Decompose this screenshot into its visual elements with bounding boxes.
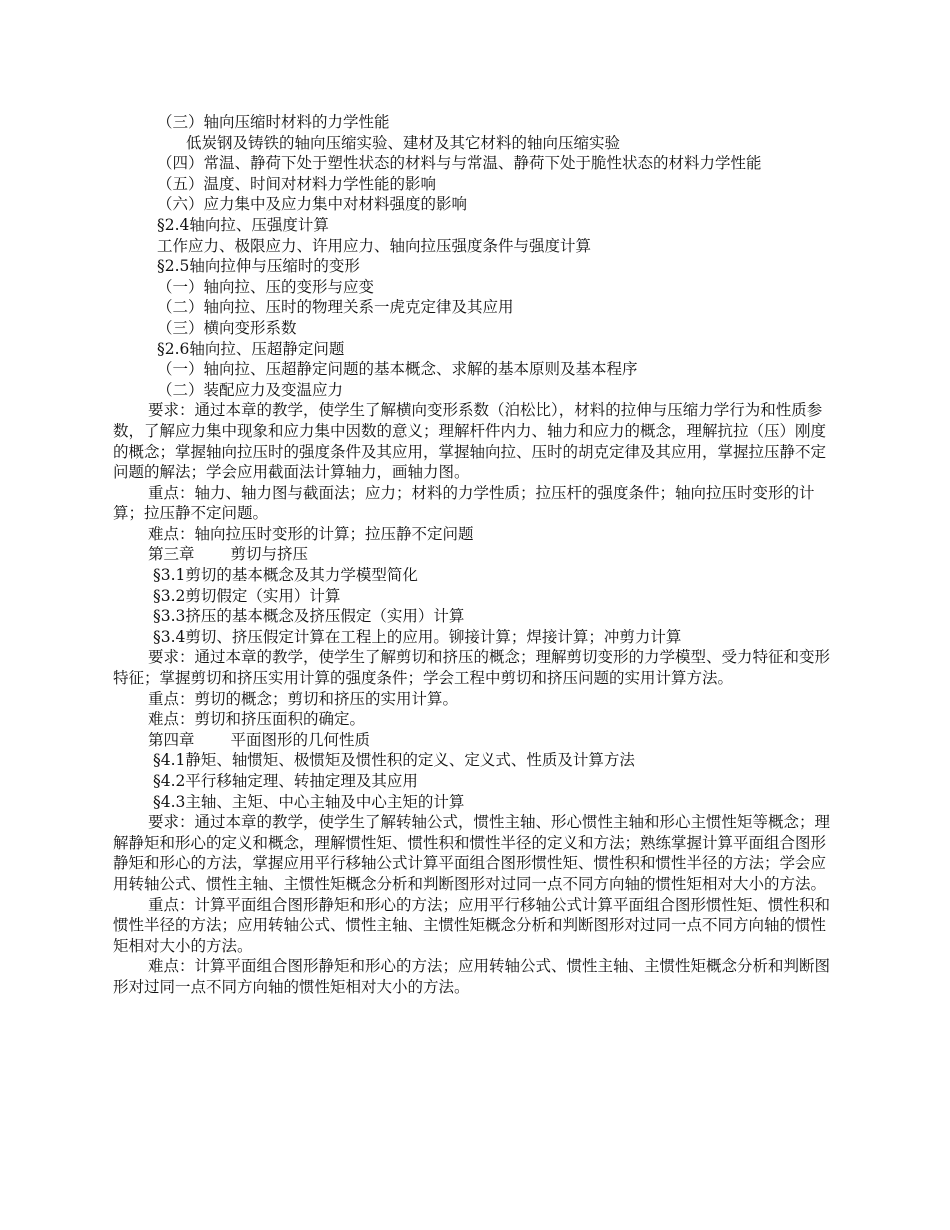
section-heading: §3.3挤压的基本概念及挤压假定（实用）计算 xyxy=(153,607,465,626)
text-line: （三）横向变形系数 xyxy=(157,318,297,337)
section-heading: §2.4轴向拉、压强度计算 xyxy=(157,215,329,234)
difficulties-paragraph: 难点：轴向拉压时变形的计算；拉压静不定问题 xyxy=(148,524,474,543)
section-heading: §3.2剪切假定（实用）计算 xyxy=(153,586,341,605)
text-line: （二）轴向拉、压时的物理关系一虎克定律及其应用 xyxy=(157,298,514,317)
text-line: （一）轴向拉、压的变形与应变 xyxy=(157,277,375,296)
section-heading: §2.6轴向拉、压超静定问题 xyxy=(157,339,345,358)
chapter-title: 平面图形的几何性质 xyxy=(230,730,371,749)
document-body xyxy=(113,112,840,998)
requirement-paragraph: 要求：通过本章的教学，使学生了解横向变形系数（泊松比），材料的拉伸与压缩力学行为和性质参数，了解应力集中现象和应力集中因数的意义；理解杆件内力、轴力和应力的概念，理解抗拉（压）刚度的概念；掌握轴向拉压时的强度条件及其应用，掌握轴向拉、压时的胡克定律及其应用，掌握拉压静不定问题的解法；学会应用截面法计算轴力，画轴力图。 xyxy=(113,401,827,482)
text-line: （三）轴向压缩时材料的力学性能 xyxy=(157,113,390,131)
text-line: 工作应力、极限应力、许用应力、轴向拉压强度条件与强度计算 xyxy=(157,236,592,255)
key-points-paragraph: 重点：轴力、轴力图与截面法；应力；材料的力学性质；拉压杆的强度条件；轴向拉压时变形的计算；拉压静不定问题。 xyxy=(113,483,815,523)
difficulties-paragraph: 难点：剪切和挤压面积的确定。 xyxy=(148,710,366,729)
text-line: （六）应力集中及应力集中对材料强度的影响 xyxy=(157,195,468,214)
section-heading: §3.1剪切的基本概念及其力学模型简化 xyxy=(153,566,418,585)
chapter-number: 第四章 xyxy=(148,730,195,749)
key-points-paragraph: 重点：剪切的概念；剪切和挤压的实用计算。 xyxy=(148,689,459,708)
text-line: 低炭钢及铸铁的轴向压缩实验、建材及其它材料的轴向压缩实验 xyxy=(186,133,621,152)
key-points-paragraph: 重点：计算平面组合图形静矩和形心的方法；应用平行移轴公式计算平面组合图形惯性矩、惯性积和惯性半径的方法；应用转轴公式、惯性主轴、主惯性矩概念分析和判断图形对过同一点不同方向轴的惯性矩相对大小的方法。 xyxy=(113,895,831,955)
section-heading: §2.5轴向拉伸与压缩时的变形 xyxy=(157,257,360,276)
chapter-heading xyxy=(113,544,840,565)
section-heading: §3.4剪切、挤压假定计算在工程上的应用。铆接计算；焊接计算；冲剪力计算 xyxy=(153,627,682,646)
chapter-number: 第三章 xyxy=(148,545,195,564)
section-heading: §4.3主轴、主矩、中心主轴及中心主矩的计算 xyxy=(153,792,465,811)
chapter-title: 剪切与挤压 xyxy=(230,545,309,564)
text-line: （五）温度、时间对材料力学性能的影响 xyxy=(157,174,437,193)
difficulties-paragraph: 难点：计算平面组合图形静矩和形心的方法；应用转轴公式、惯性主轴、主惯性矩概念分析和判断图形对过同一点不同方向轴的惯性矩相对大小的方法。 xyxy=(113,957,831,996)
chapter-heading xyxy=(113,730,840,751)
text-line: （二）装配应力及变温应力 xyxy=(157,380,344,399)
requirement-paragraph: 要求：通过本章的教学，使学生了解剪切和挤压的概念；理解剪切变形的力学模型、受力特征和变形特征；掌握剪切和挤压实用计算的强度条件；学会工程中剪切和挤压问题的实用计算方法。 xyxy=(113,648,831,688)
text-line: （一）轴向拉、压超静定问题的基本概念、求解的基本原则及基本程序 xyxy=(157,360,638,379)
text-line: （四）常温、静荷下处于塑性状态的材料与与常温、静荷下处于脆性状态的材料力学性能 xyxy=(157,154,762,173)
requirement-paragraph: 要求：通过本章的教学，使学生了解转轴公式，惯性主轴、形心惯性主轴和形心主惯性矩等概念；理解静矩和形心的定义和概念，理解惯性矩、惯性积和惯性半径的定义和方法；熟练掌握计算平面组合图形静矩和形心的方法，掌握应用平行移轴公式计算平面组合图形惯性矩、惯性积和惯性半径的方法；学会应用转轴公式、惯性主轴、主惯性矩概念分析和判断图形对过同一点不同方向轴的惯性矩相对大小的方法。 xyxy=(113,813,831,893)
section-heading: §4.1静矩、轴惯矩、极惯矩及惯性积的定义、定义式、性质及计算方法 xyxy=(153,751,635,770)
section-heading: §4.2平行移轴定理、转抽定理及其应用 xyxy=(153,772,418,790)
